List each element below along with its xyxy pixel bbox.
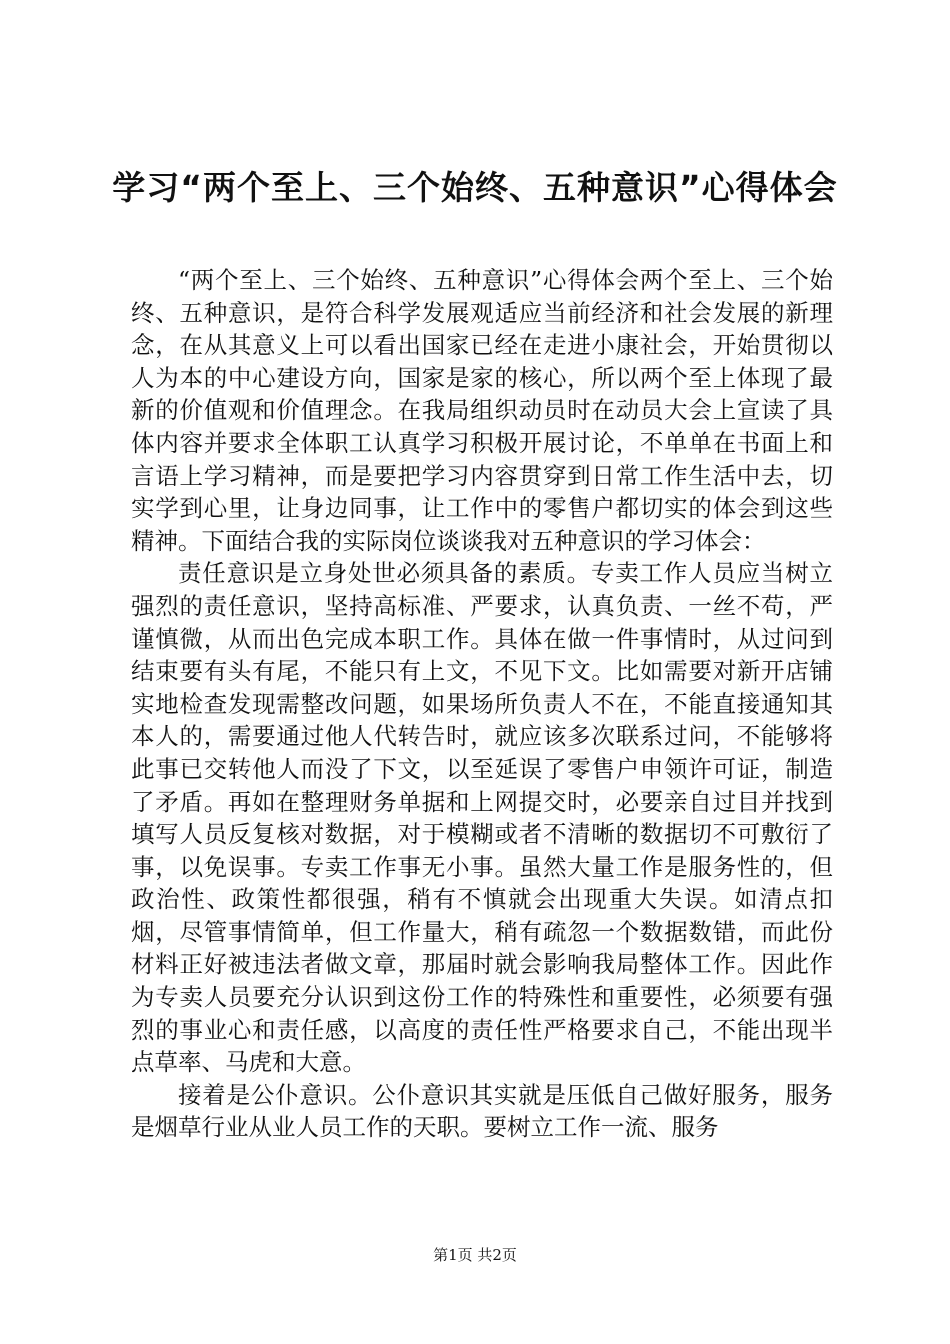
document-body	[131, 264, 833, 1144]
page-footer: 第1页 共2页	[433, 1246, 517, 1264]
paragraph-responsibility: 责任意识是立身处世必须具备的素质。专卖工作人员应当树立强烈的责任意识，坚持高标准、严要求，认真负责、一丝不苟，严谨慎微，从而出色完成本职工作。具体在做一件事情时，从过问到结束要有头有尾，不能只有上文，不见下文。比如需要对新开店铺实地检查发现需整改问题，如果场所负责人不在，不能直接通知其本人的，需要通过他人代转告时，就应该多次联系过问，不能够将此事已交转他人而没了下文，以至延误了零售户申领许可证，制造了矛盾。再如在整理财务单据和上网提交时，必要亲自过目并找到填写人员反复核对数据，对于模糊或者不清晰的数据切不可敷衍了事，以免误事。专卖工作事无小事。虽然大量工作是服务性的，但政治性、政策性都很强，稍有不慎就会出现重大失误。如清点扣烟，尽管事情简单，但工作量大，稍有疏忽一个数据数错，而此份材料正好被违法者做文章，那届时就会影响我局整体工作。因此作为专卖人员要充分认识到这份工作的特殊性和重要性，必须要有强烈的事业心和责任感，以高度的责任性严格要求自己，不能出现半点草率、马虎和大意。	[131, 559, 833, 1077]
document-title: 学习“两个至上、三个始终、五种意识”心得体会	[112, 168, 838, 207]
paragraph-intro: “两个至上、三个始终、五种意识”心得体会两个至上、三个始终、五种意识，是符合科学发展观适应当前经济和社会发展的新理念，在从其意义上可以看出国家已经在走进小康社会，开始贯彻以人为本的中心建设方向，国家是家的核心，所以两个至上体现了最新的价值观和价值理念。在我局组织动员时在动员大会上宣读了具体内容并要求全体职工认真学习积极开展讨论，不单单在书面上和言语上学习精神，而是要把学习内容贯穿到日常工作生活中去，切实学到心里，让身边同事，让工作中的零售户都切实的体会到这些精神。下面结合我的实际岗位谈谈我对五种意识的学习体会：	[131, 266, 833, 555]
paragraph-public-servant: 接着是公仆意识。公仆意识其实就是压低自己做好服务，服务是烟草行业从业人员工作的天职。要树立工作一流、服务	[131, 1080, 833, 1142]
